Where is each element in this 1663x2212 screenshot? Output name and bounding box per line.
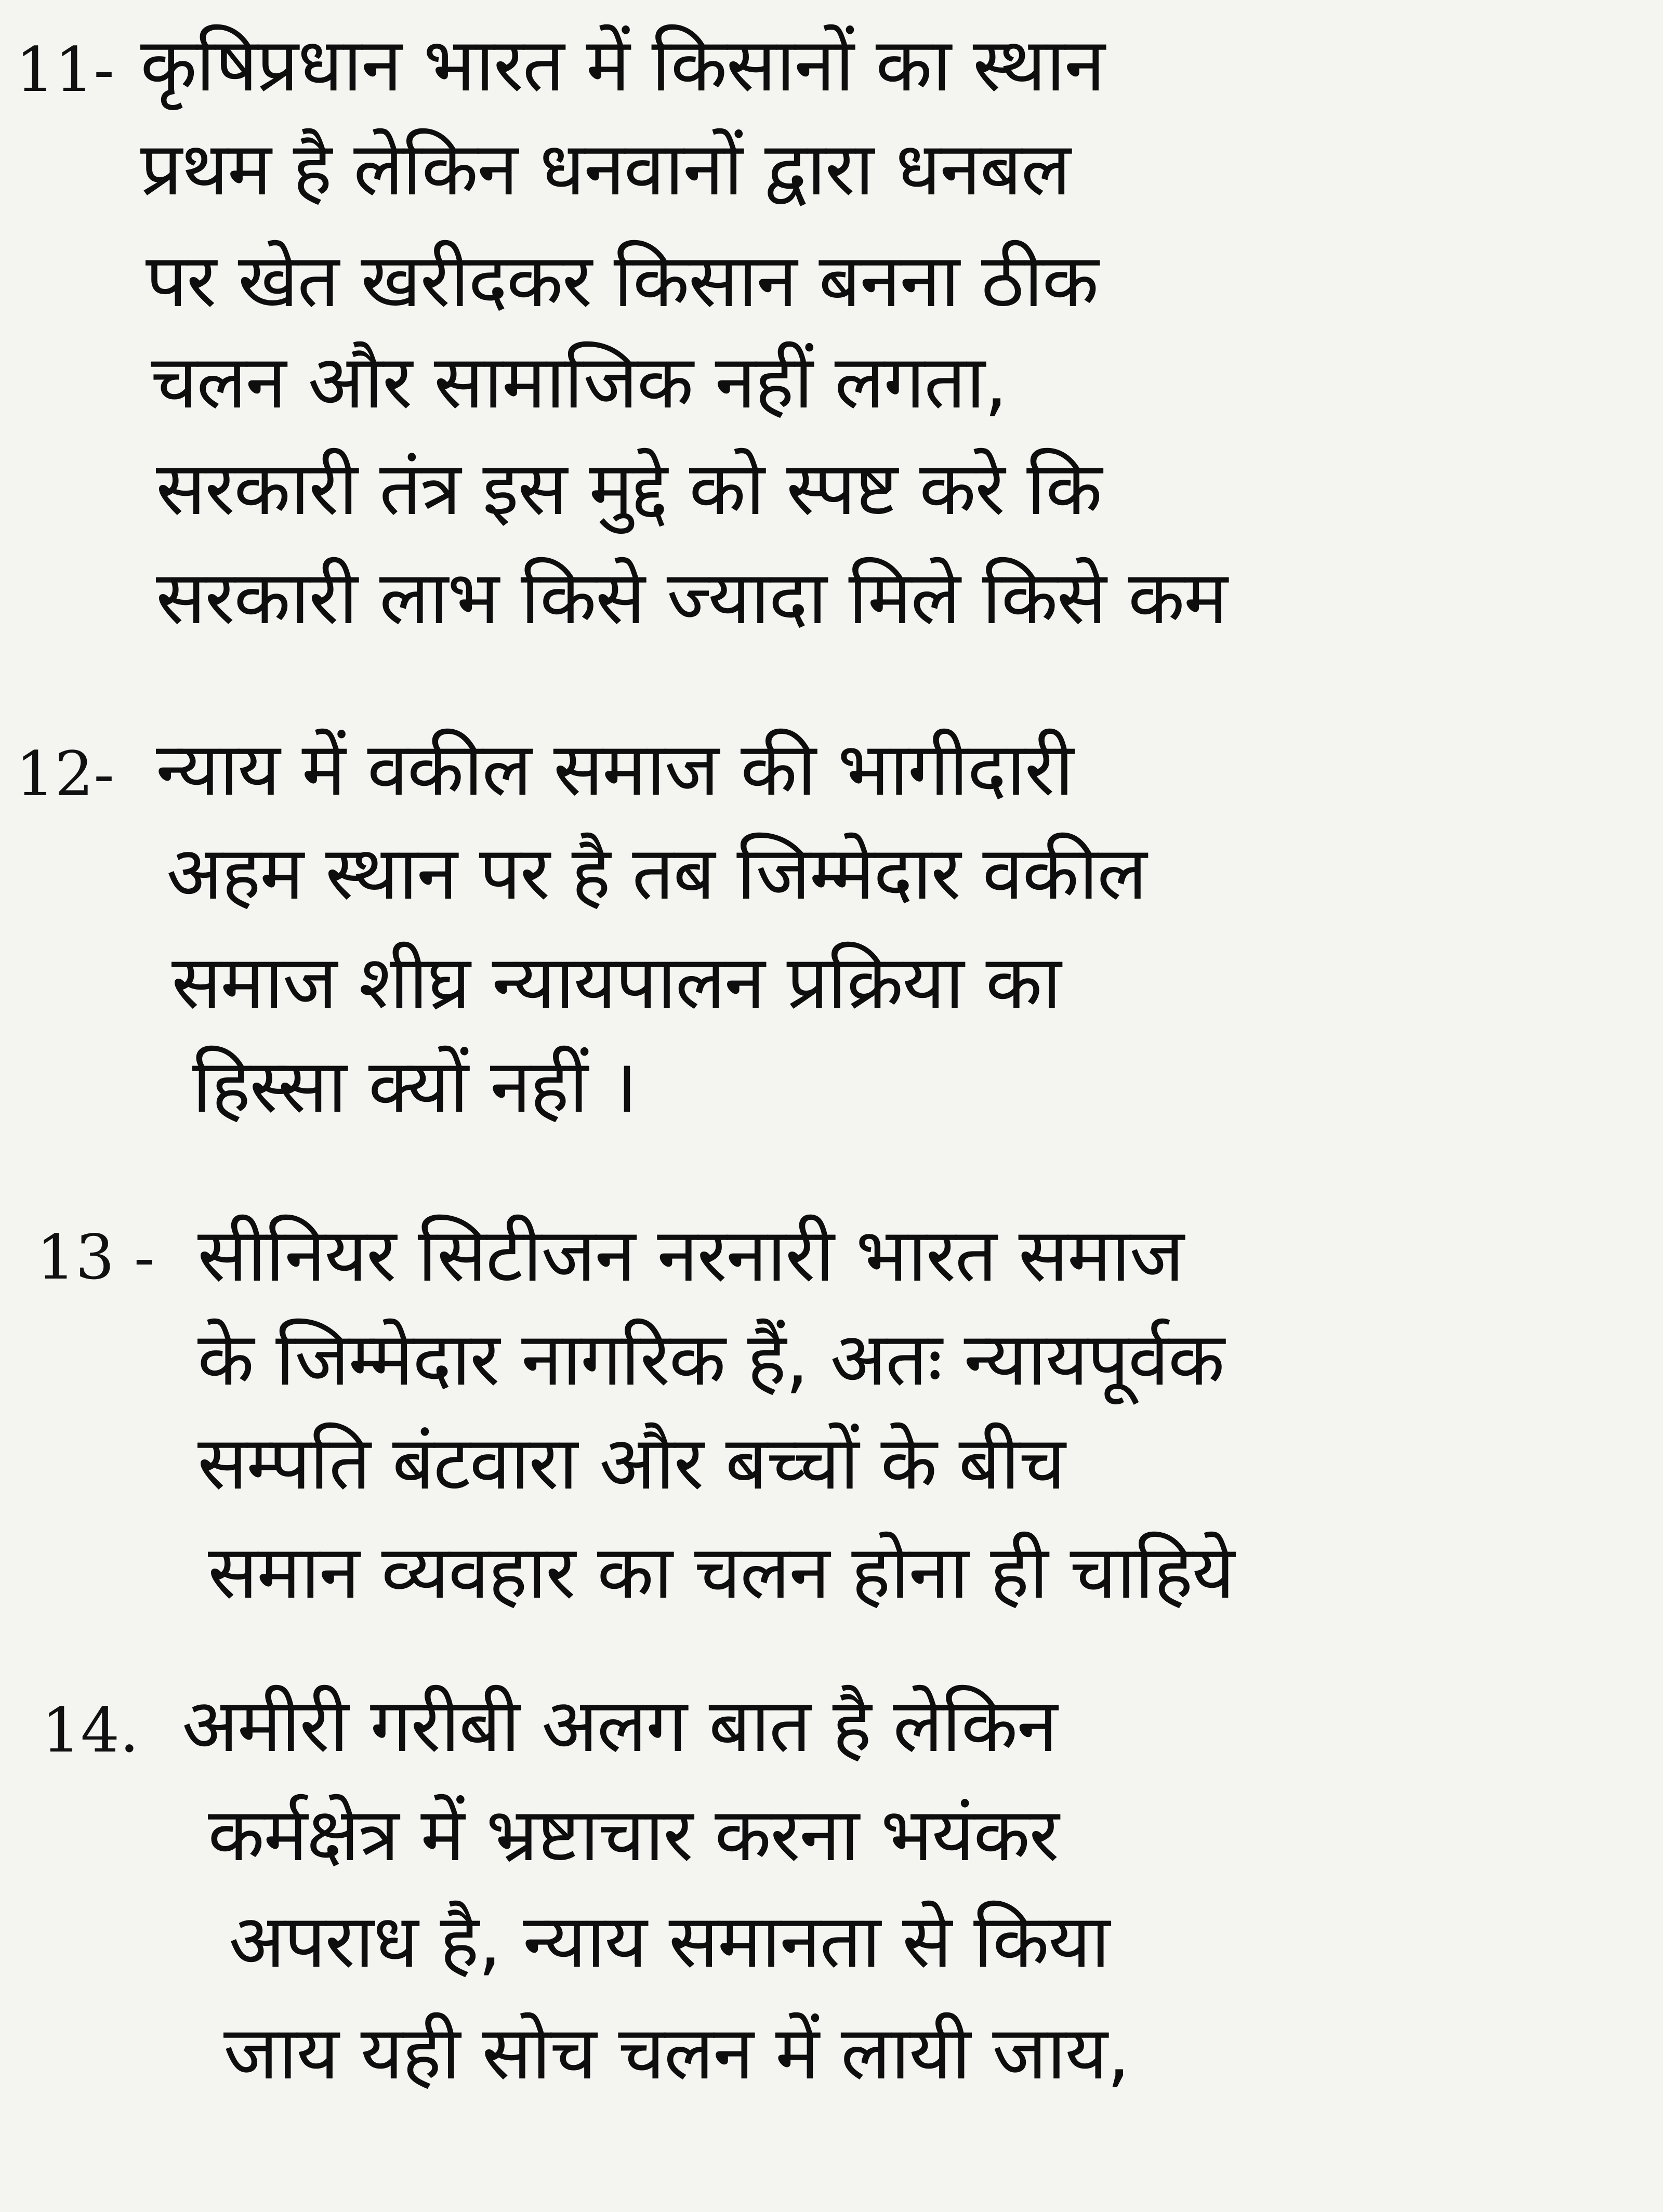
text-line: सरकारी लाभ किसे ज्यादा मिले किसे कम bbox=[156, 555, 1227, 641]
text-line: सरकारी तंत्र इस मुद्दे को स्पष्ट करे कि bbox=[156, 446, 1102, 532]
text-line: जाय यही सोच चलन में लायी जाय, bbox=[223, 2010, 1129, 2096]
item-number: 13 - bbox=[36, 1221, 155, 1293]
text-line: न्याय में वकील समाज की भागीदारी bbox=[156, 727, 1073, 812]
item-number: 11- bbox=[16, 34, 115, 106]
text-line: प्रथम है लेकिन धनवानों द्वारा धनबल bbox=[140, 126, 1070, 212]
text-line: कृषिप्रधान भारत में किसानों का स्थान bbox=[140, 22, 1104, 108]
text-line: अमीरी गरीबी अलग बात है लेकिन bbox=[182, 1683, 1057, 1769]
text-line: हिस्सा क्यों नहीं । bbox=[192, 1044, 637, 1129]
text-line: समाज शीघ्र न्यायपालन प्रक्रिया का bbox=[171, 940, 1061, 1025]
text-line: अहम स्थान पर है तब जिम्मेदार वकील bbox=[166, 831, 1146, 916]
text-line: सीनियर सिटीजन नरनारी भारत समाज bbox=[197, 1213, 1183, 1298]
text-line: कर्मक्षेत्र में भ्रष्टाचार करना भयंकर bbox=[208, 1792, 1059, 1878]
text-line: सम्पति बंटवारा और बच्चों के बीच bbox=[197, 1420, 1065, 1506]
text-line: चलन और सामाजिक नहीं लगता, bbox=[151, 339, 1007, 425]
item-number: 14. bbox=[42, 1694, 139, 1766]
text-line: अपराध है, न्याय समानता से किया bbox=[229, 1899, 1110, 1984]
text-line: के जिम्मेदार नागरिक हैं, अतः न्यायपूर्वक bbox=[197, 1316, 1224, 1402]
item-number: 12- bbox=[16, 738, 115, 810]
text-line: समान व्यवहार का चलन होना ही चाहिये bbox=[208, 1530, 1234, 1615]
text-line: पर खेत खरीदकर किसान बनना ठीक bbox=[146, 238, 1098, 324]
